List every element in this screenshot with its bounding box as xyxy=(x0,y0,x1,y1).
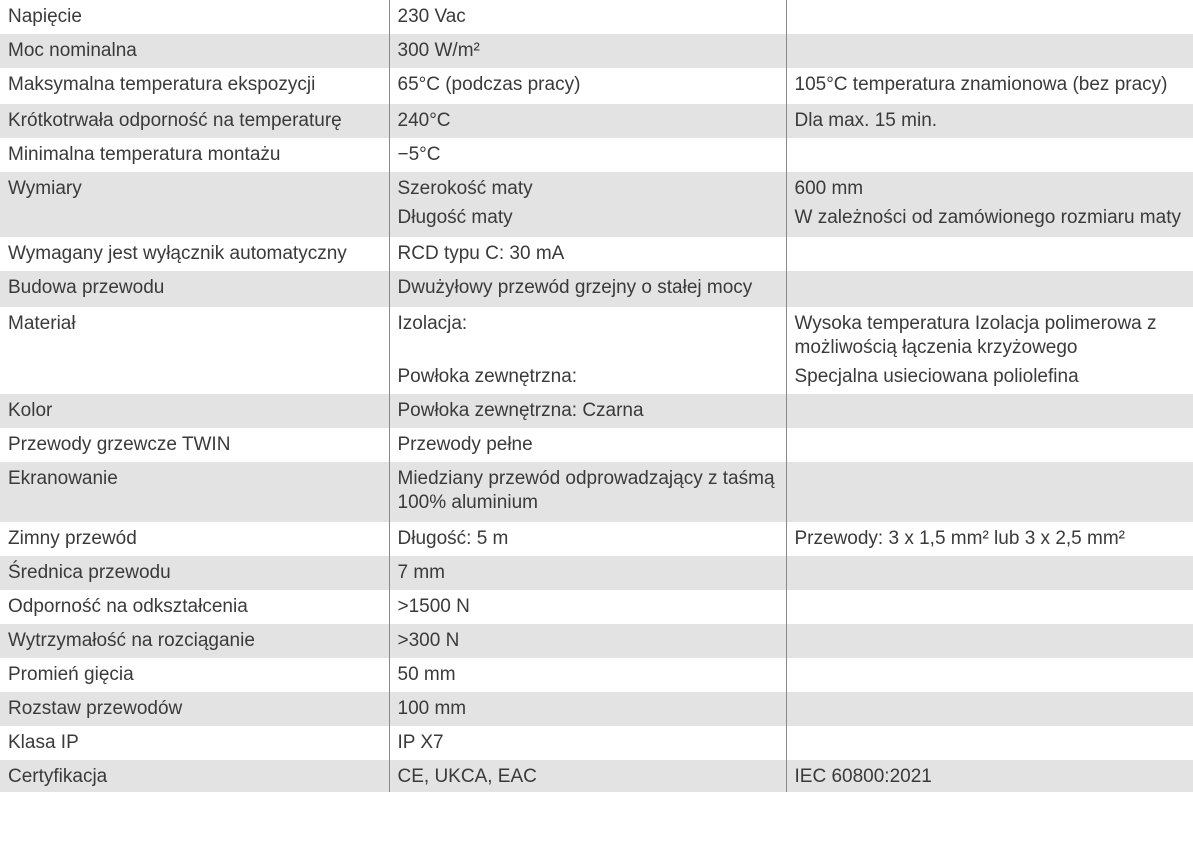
table-row xyxy=(0,692,1193,726)
row-value: CE, UKCA, EAC xyxy=(389,760,786,792)
row-note xyxy=(786,428,1193,462)
row-note xyxy=(786,624,1193,658)
row-note: Wysoka temperatura Izolacja polimerowa z możliwością łączenia krzyżowego xyxy=(794,313,1157,358)
row-value: 7 mm xyxy=(389,556,786,590)
table-row xyxy=(0,590,1193,624)
row-note: 105°C temperatura znamionowa (bez pracy) xyxy=(794,74,1168,95)
row-label: Certyfikacja xyxy=(0,760,389,792)
row-note xyxy=(786,138,1193,172)
row-note xyxy=(786,692,1193,726)
table-row xyxy=(0,624,1193,658)
row-label: Moc nominalna xyxy=(0,34,389,68)
row-label: Odporność na odkształcenia xyxy=(0,590,389,624)
row-value: 240°C xyxy=(389,104,786,138)
row-note: IEC 60800:2021 xyxy=(786,760,1193,792)
row-label: Rozstaw przewodów xyxy=(0,692,389,726)
row-value: Długość: 5 m xyxy=(389,522,786,556)
table-row xyxy=(0,307,1193,365)
row-value: RCD typu C: 30 mA xyxy=(389,237,786,271)
row-label: Przewody grzewcze TWIN xyxy=(0,428,389,462)
table-row xyxy=(0,0,1193,34)
table-row xyxy=(0,428,1193,462)
row-value: Powłoka zewnętrzna: xyxy=(389,365,786,394)
row-note xyxy=(786,237,1193,271)
row-note xyxy=(786,658,1193,692)
row-note xyxy=(786,0,1193,34)
table-row xyxy=(0,462,1193,522)
row-note xyxy=(786,394,1193,428)
row-value: 50 mm xyxy=(389,658,786,692)
row-label: Kolor xyxy=(0,394,389,428)
row-label: Maksymalna temperatura ekspozycji xyxy=(0,68,389,104)
row-label xyxy=(0,365,389,394)
table-row xyxy=(0,34,1193,68)
table-row xyxy=(0,68,1193,104)
row-label: Krótkotrwała odporność na temperaturę xyxy=(0,104,389,138)
table-row xyxy=(0,206,1193,237)
table-row xyxy=(0,522,1193,556)
row-value: 100 mm xyxy=(389,692,786,726)
row-label: Wymiary xyxy=(0,172,389,206)
row-value: Przewody pełne xyxy=(389,428,786,462)
table-row xyxy=(0,394,1193,428)
row-note: W zależności od zamówionego rozmiaru maty xyxy=(786,206,1193,237)
row-value: 230 Vac xyxy=(389,0,786,34)
row-label: Wymagany jest wyłącznik automatyczny xyxy=(0,237,389,271)
row-value: Powłoka zewnętrzna: Czarna xyxy=(389,394,786,428)
row-note: Specjalna usieciowana poliolefina xyxy=(794,366,1079,387)
table-row xyxy=(0,658,1193,692)
row-note: 600 mm xyxy=(786,172,1193,206)
row-value: Izolacja: xyxy=(389,307,786,365)
row-label xyxy=(0,206,389,237)
table-row xyxy=(0,104,1193,138)
row-value: Miedziany przewód odprowadzający z taśmą 100% aluminium xyxy=(389,462,786,522)
table-row xyxy=(0,138,1193,172)
row-value: Szerokość maty xyxy=(389,172,786,206)
row-note: Przewody: 3 x 1,5 mm² lub 3 x 2,5 mm² xyxy=(794,528,1125,549)
row-note xyxy=(786,34,1193,68)
row-note xyxy=(786,462,1193,522)
table-row xyxy=(0,271,1193,307)
row-label: Wytrzymałość na rozciąganie xyxy=(0,624,389,658)
row-label: Materiał xyxy=(0,307,389,365)
row-value: Długość maty xyxy=(389,206,786,237)
row-note xyxy=(786,271,1193,307)
row-value: −5°C xyxy=(389,138,786,172)
table-row xyxy=(0,726,1193,760)
row-label: Średnica przewodu xyxy=(0,556,389,590)
row-label: Minimalna temperatura montażu xyxy=(0,138,389,172)
row-value: 300 W/m² xyxy=(389,34,786,68)
table-row xyxy=(0,365,1193,394)
row-label: Budowa przewodu xyxy=(0,271,389,307)
row-value: 65°C (podczas pracy) xyxy=(389,68,786,104)
table-row xyxy=(0,556,1193,590)
row-note: Dla max. 15 min. xyxy=(786,104,1193,138)
row-label: Napięcie xyxy=(0,0,389,34)
row-label: Zimny przewód xyxy=(0,522,389,556)
row-value: Dwużyłowy przewód grzejny o stałej mocy xyxy=(389,271,786,307)
table-row xyxy=(0,172,1193,206)
row-note xyxy=(786,726,1193,760)
row-note xyxy=(786,556,1193,590)
table-row xyxy=(0,760,1193,792)
row-label: Klasa IP xyxy=(0,726,389,760)
row-value: >1500 N xyxy=(389,590,786,624)
row-note xyxy=(786,590,1193,624)
row-value: IP X7 xyxy=(389,726,786,760)
row-label: Promień gięcia xyxy=(0,658,389,692)
row-value: >300 N xyxy=(389,624,786,658)
row-label: Ekranowanie xyxy=(0,462,389,522)
table-row xyxy=(0,237,1193,271)
